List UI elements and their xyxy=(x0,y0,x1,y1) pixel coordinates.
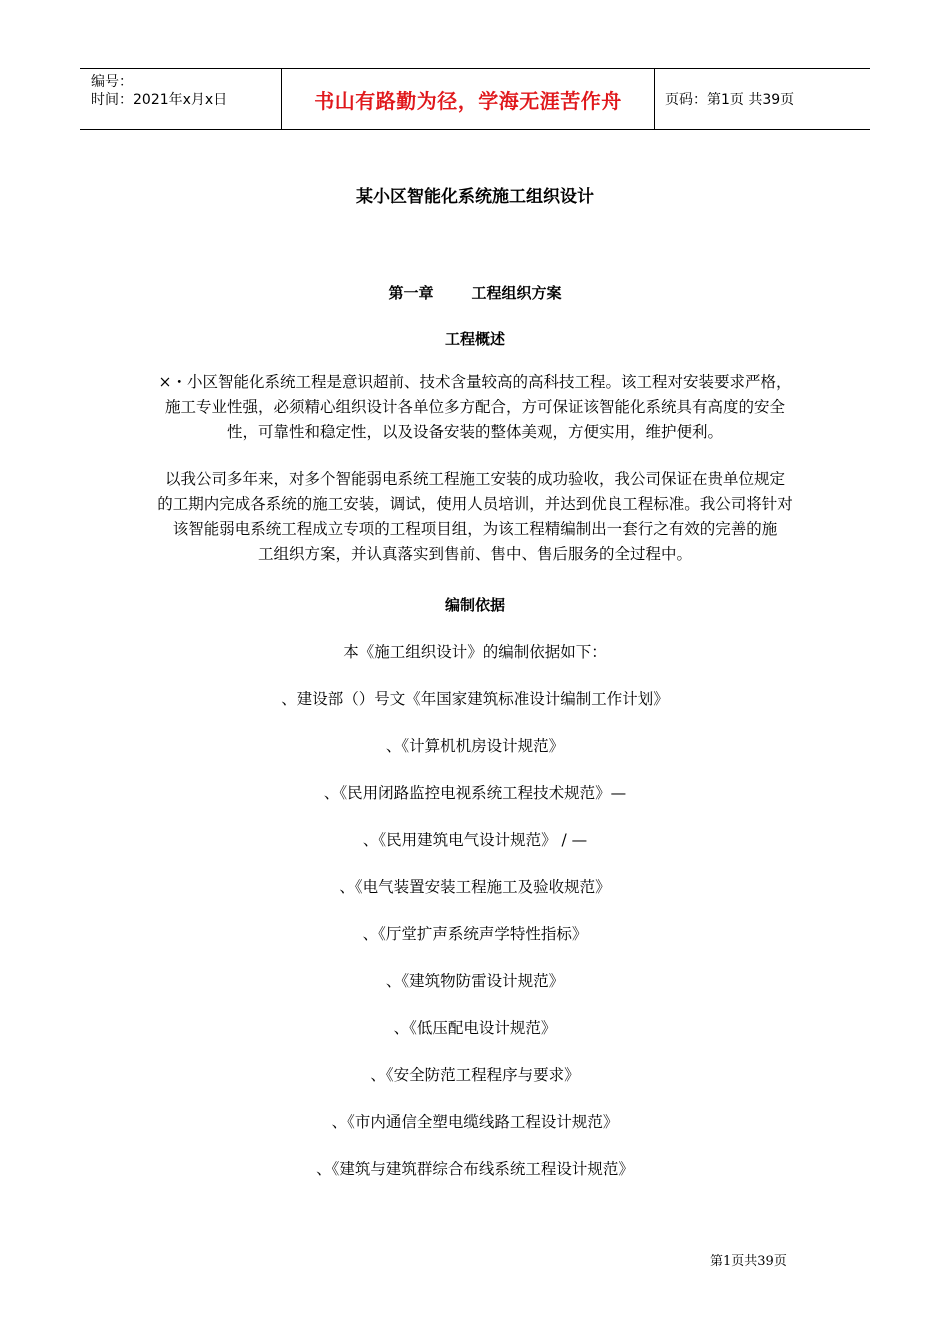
reference-item: 、《电气装置安装工程施工及验收规范》 xyxy=(339,878,611,896)
page-header xyxy=(80,68,870,130)
reference-item: 、建设部（）号文《年国家建筑标准设计编制工作计划》 xyxy=(281,690,669,708)
reference-item: 、《市内通信全塑电缆线路工程设计规范》 xyxy=(331,1113,619,1131)
number-label: 编号： xyxy=(91,74,133,90)
paragraph-line: ×・小区智能化系统工程是意识超前、技术含量较高的高科技工程。该工程对安装要求严格， xyxy=(158,373,792,391)
reference-item: 、《民用建筑电气设计规范》 / — xyxy=(362,831,588,849)
header-right-cell xyxy=(655,69,870,129)
page-footer: 第1页共39页 xyxy=(710,1254,787,1269)
reference-item: 、《计算机机房设计规范》 xyxy=(385,737,565,755)
header-middle-cell xyxy=(282,69,655,129)
header-left-cell xyxy=(80,69,282,129)
section-heading-basis: 编制依据 xyxy=(444,596,505,614)
header-page-info: 页码：第1页 共39页 xyxy=(665,92,795,108)
paragraph-line: 工组织方案，并认真落实到售前、售中、售后服务的全过程中。 xyxy=(257,545,692,563)
chapter-number: 第一章 xyxy=(388,284,434,302)
paragraph-line: 该智能弱电系统工程成立专项的工程项目组，为该工程精编制出一套行之有效的完善的施 xyxy=(172,520,778,538)
reference-item: 、《低压配电设计规范》 xyxy=(393,1019,557,1037)
chapter-heading xyxy=(0,282,950,303)
section-heading-overview: 工程概述 xyxy=(444,330,505,348)
overview-paragraph xyxy=(120,370,830,445)
paragraph-line: 的工期内完成各系统的施工安装，调试，使用人员培训，并达到优良工程标准。我公司将针对 xyxy=(157,495,793,513)
document-title: 某小区智能化系统施工组织设计 xyxy=(356,187,594,207)
commitment-paragraph xyxy=(120,467,830,567)
paragraph-line: 性，可靠性和稳定性，以及设备安装的整体美观，方便实用，维护便利。 xyxy=(226,423,723,441)
reference-item: 、《建筑与建筑群综合布线系统工程设计规范》 xyxy=(316,1160,634,1178)
motto: 书山有路勤为径，学海无涯苦作舟 xyxy=(314,88,622,113)
reference-item: 、《安全防范工程程序与要求》 xyxy=(370,1066,580,1084)
reference-item: 、《厅堂扩声系统声学特性指标》 xyxy=(362,925,588,943)
reference-item: 、《民用闭路监控电视系统工程技术规范》— xyxy=(323,784,627,802)
paragraph-line: 以我公司多年来，对多个智能弱电系统工程施工安装的成功验收，我公司保证在贵单位规定 xyxy=(164,470,785,488)
basis-intro: 本《施工组织设计》的编制依据如下： xyxy=(343,643,607,661)
paragraph-line: 施工专业性强，必须精心组织设计各单位多方配合，方可保证该智能化系统具有高度的安全 xyxy=(164,398,785,416)
chapter-title: 工程组织方案 xyxy=(471,284,562,302)
time-label: 时间：2021年x月x日 xyxy=(91,92,228,108)
reference-item: 、《建筑物防雷设计规范》 xyxy=(385,972,565,990)
